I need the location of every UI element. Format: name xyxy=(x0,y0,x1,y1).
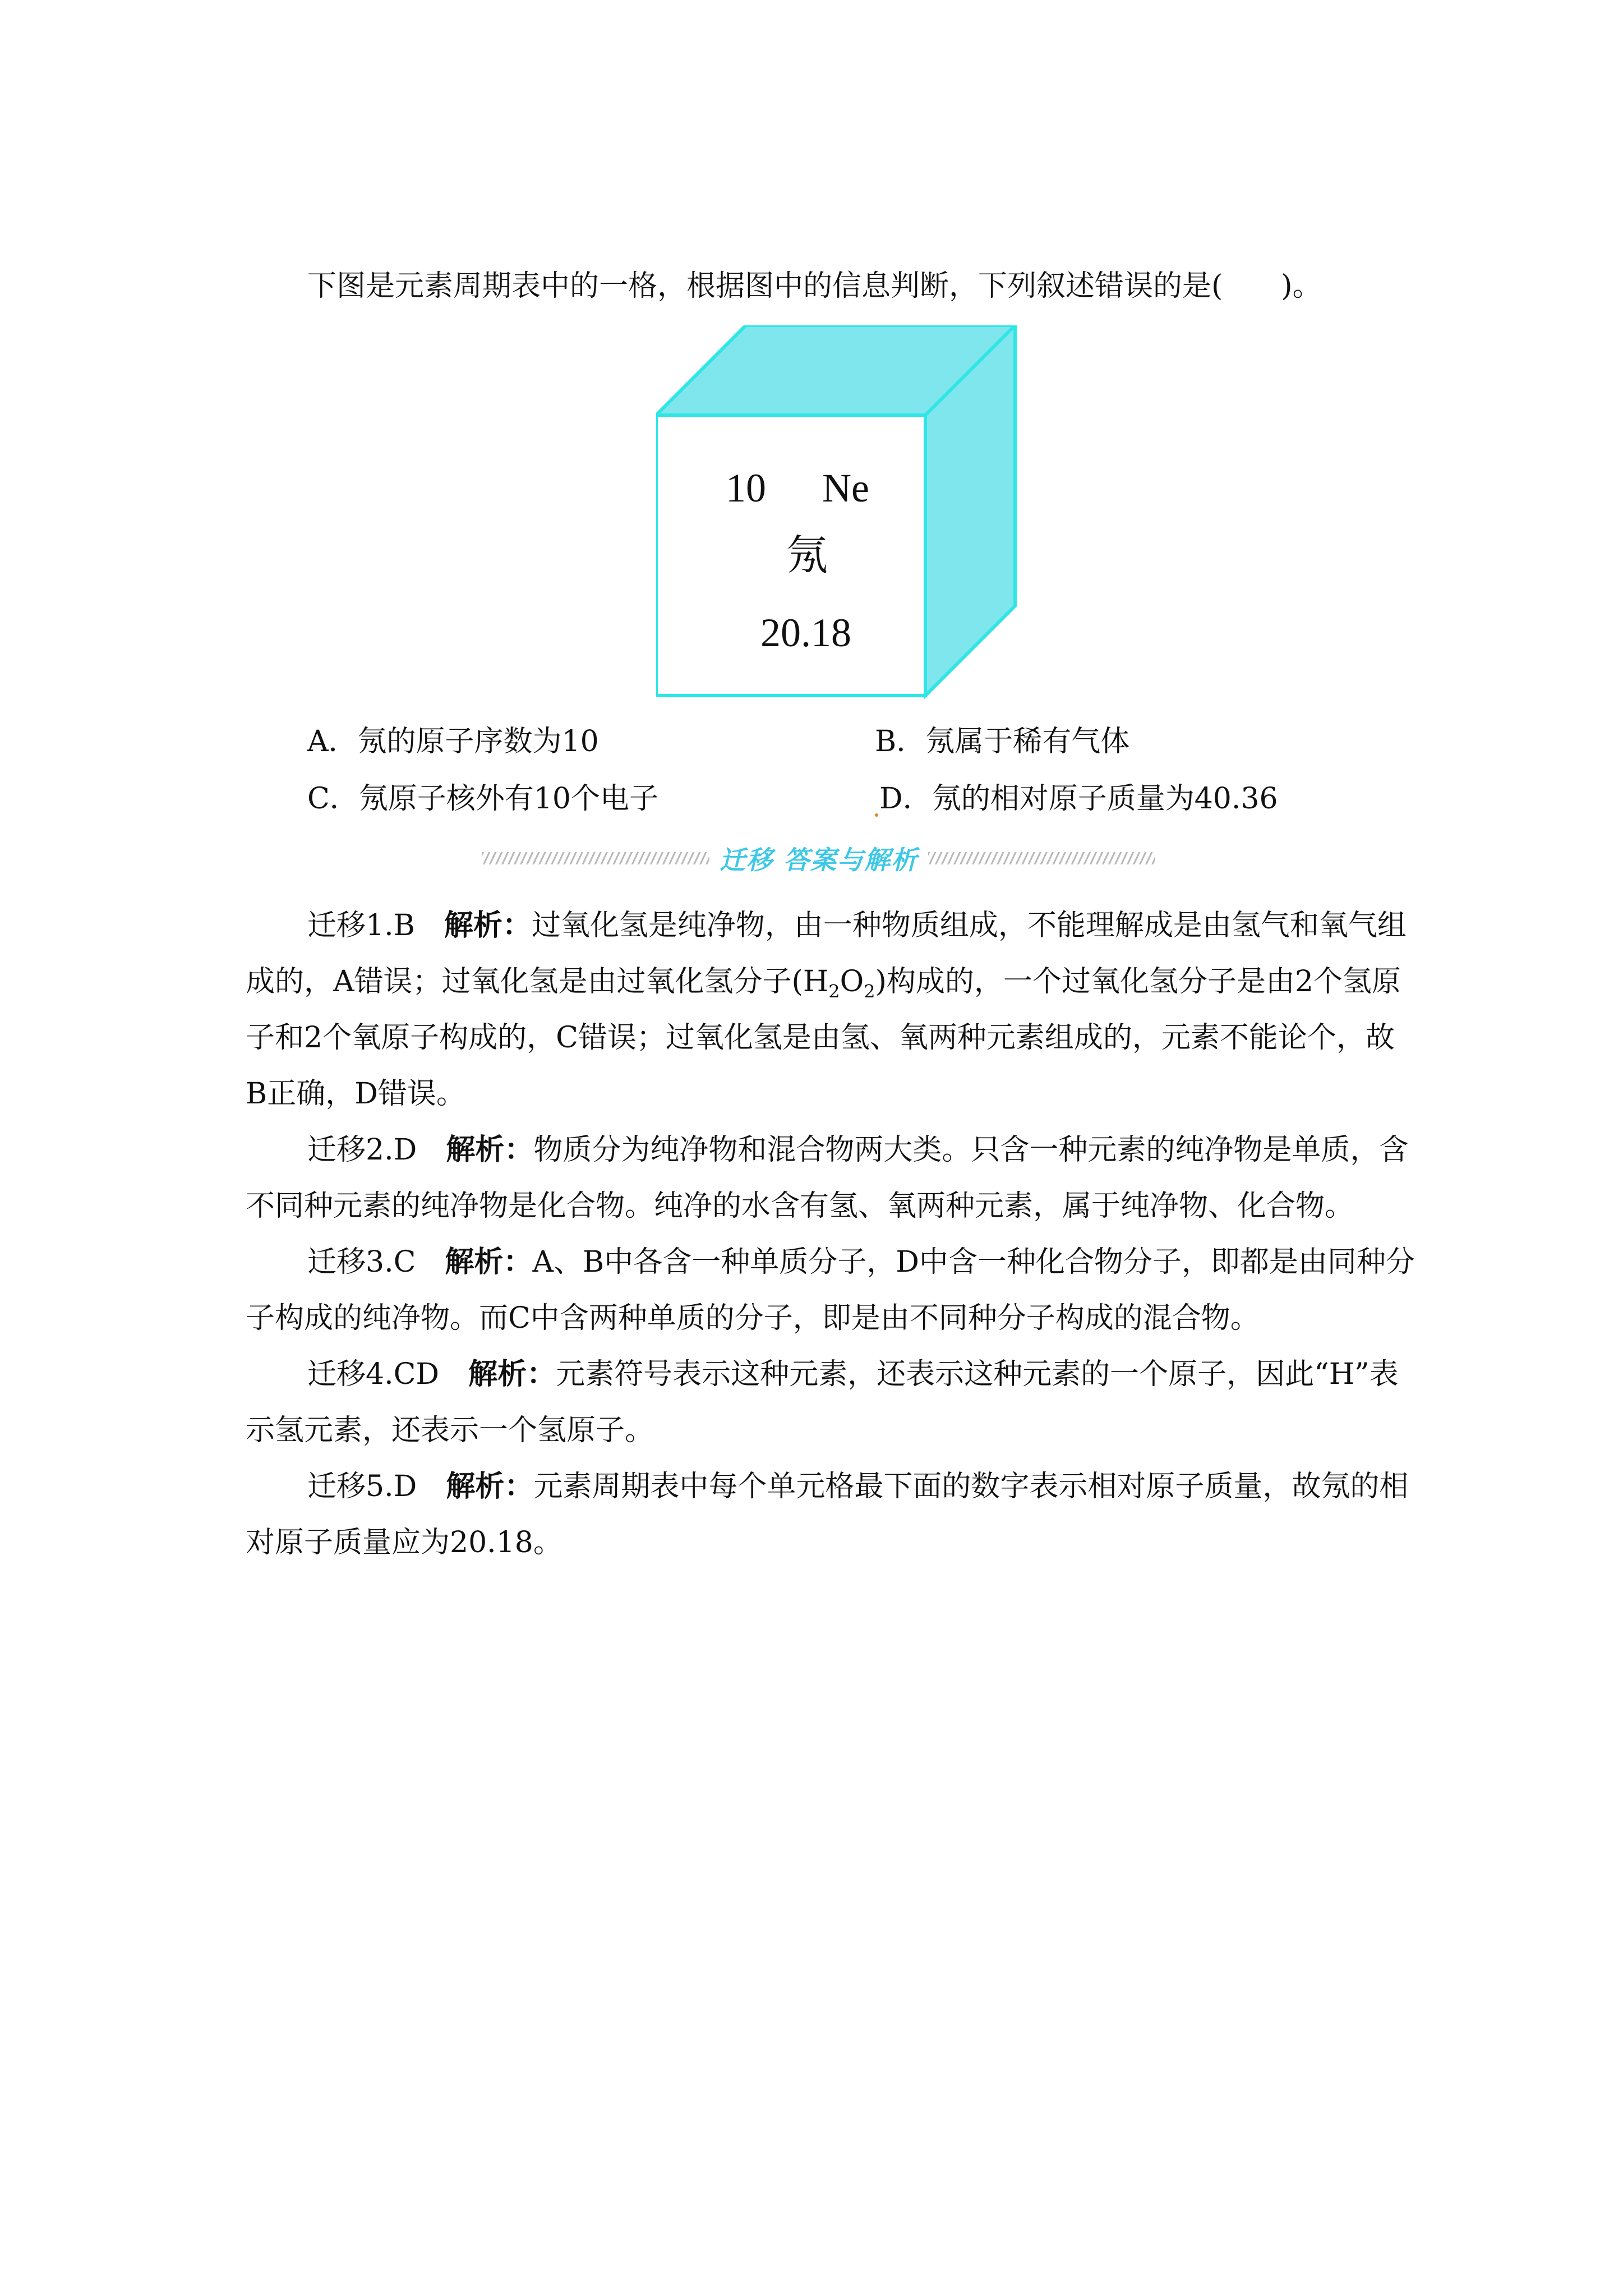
answer-3 xyxy=(246,1234,1415,1346)
answer-3-line-1: 迁移3.C 解析：A、B中各含一种单质分子，D中含一种化合物分子，即都是由同种分 xyxy=(307,1245,1415,1279)
question-stem: 下图是元素周期表中的一格，根据图中的信息判断，下列叙述错误的是( )。 xyxy=(307,269,1322,303)
answer-4-prefix: 迁移4.CD xyxy=(307,1358,440,1391)
banner-title: 迁移 答案与解析 xyxy=(720,845,919,875)
answer-2-label: 解析： xyxy=(446,1133,534,1167)
section-banner xyxy=(482,841,1155,875)
answer-1-prefix: 迁移1.B xyxy=(307,909,415,942)
mark-dot xyxy=(875,813,878,817)
option-b: B．氖属于稀有气体 xyxy=(875,725,1130,758)
banner-hatch-right xyxy=(928,852,1155,864)
answer-1-line-1: 迁移1.B 解析：过氧化氢是纯净物，由一种物质组成，不能理解成是由氢气和氧气组 xyxy=(307,908,1407,942)
option-a: A．氖的原子序数为10 xyxy=(307,725,599,758)
periodic-cell-figure xyxy=(656,325,1038,707)
answer-2 xyxy=(246,1122,1409,1234)
answer-2-line-2: 不同种元素的纯净物是化合物。纯净的水含有氢、氧两种元素，属于纯净物、化合物。 xyxy=(246,1189,1354,1223)
answer-5 xyxy=(246,1458,1409,1571)
answer-5-line-2: 对原子质量应为20.18。 xyxy=(246,1526,562,1559)
answer-4 xyxy=(246,1346,1399,1458)
answer-4-line-1: 迁移4.CD 解析：元素符号表示这种元素，还表示这种元素的一个原子，因此“H”表 xyxy=(307,1357,1399,1391)
atomic-mass: 20.18 xyxy=(760,610,851,655)
element-symbol: Ne xyxy=(822,466,869,510)
answer-3-prefix: 迁移3.C xyxy=(307,1245,416,1279)
element-name: 氖 xyxy=(786,531,828,579)
banner-hatch-left xyxy=(482,852,709,864)
option-d-text: D．氖的相对原子质量为40.36 xyxy=(879,782,1278,816)
answer-4-line-2: 示氢元素，还表示一个氢原子。 xyxy=(246,1414,654,1447)
answer-4-label: 解析： xyxy=(468,1357,556,1391)
answer-3-line-2: 子构成的纯净物。而C中含两种单质的分子，即是由不同种分子构成的混合物。 xyxy=(246,1301,1260,1335)
answer-2-line-1: 迁移2.D 解析：物质分为纯净物和混合物两大类。只含一种元素的纯净物是单质，含 xyxy=(307,1133,1409,1167)
answer-1-label: 解析： xyxy=(444,908,532,942)
answer-5-line-1: 迁移5.D 解析：元素周期表中每个单元格最下面的数字表示相对原子质量，故氖的相 xyxy=(307,1469,1409,1503)
answer-5-label: 解析： xyxy=(446,1469,534,1503)
atomic-number: 10 xyxy=(726,466,766,510)
answer-1-line-2: 成的，A错误；过氧化氢是由过氧化氢分子$(H_2O_2)$构成的，一个过氧化氢分子是由2个氢原 xyxy=(246,965,1401,1002)
option-d xyxy=(875,781,1278,817)
answer-1 xyxy=(246,898,1407,1122)
answer-5-prefix: 迁移5.D xyxy=(307,1470,417,1503)
answer-1-line-3: 子和2个氧原子构成的，C错误；过氧化氢是由氢、氧两种元素组成的，元素不能论个，故 xyxy=(246,1021,1395,1055)
answer-3-label: 解析： xyxy=(445,1245,533,1279)
formula-h2o2: $H_2O_2$ xyxy=(803,965,875,1002)
answer-1-line-4: B正确，D错误。 xyxy=(246,1077,465,1111)
option-c: C．氖原子核外有10个电子 xyxy=(307,782,658,816)
answer-2-prefix: 迁移2.D xyxy=(307,1133,417,1167)
